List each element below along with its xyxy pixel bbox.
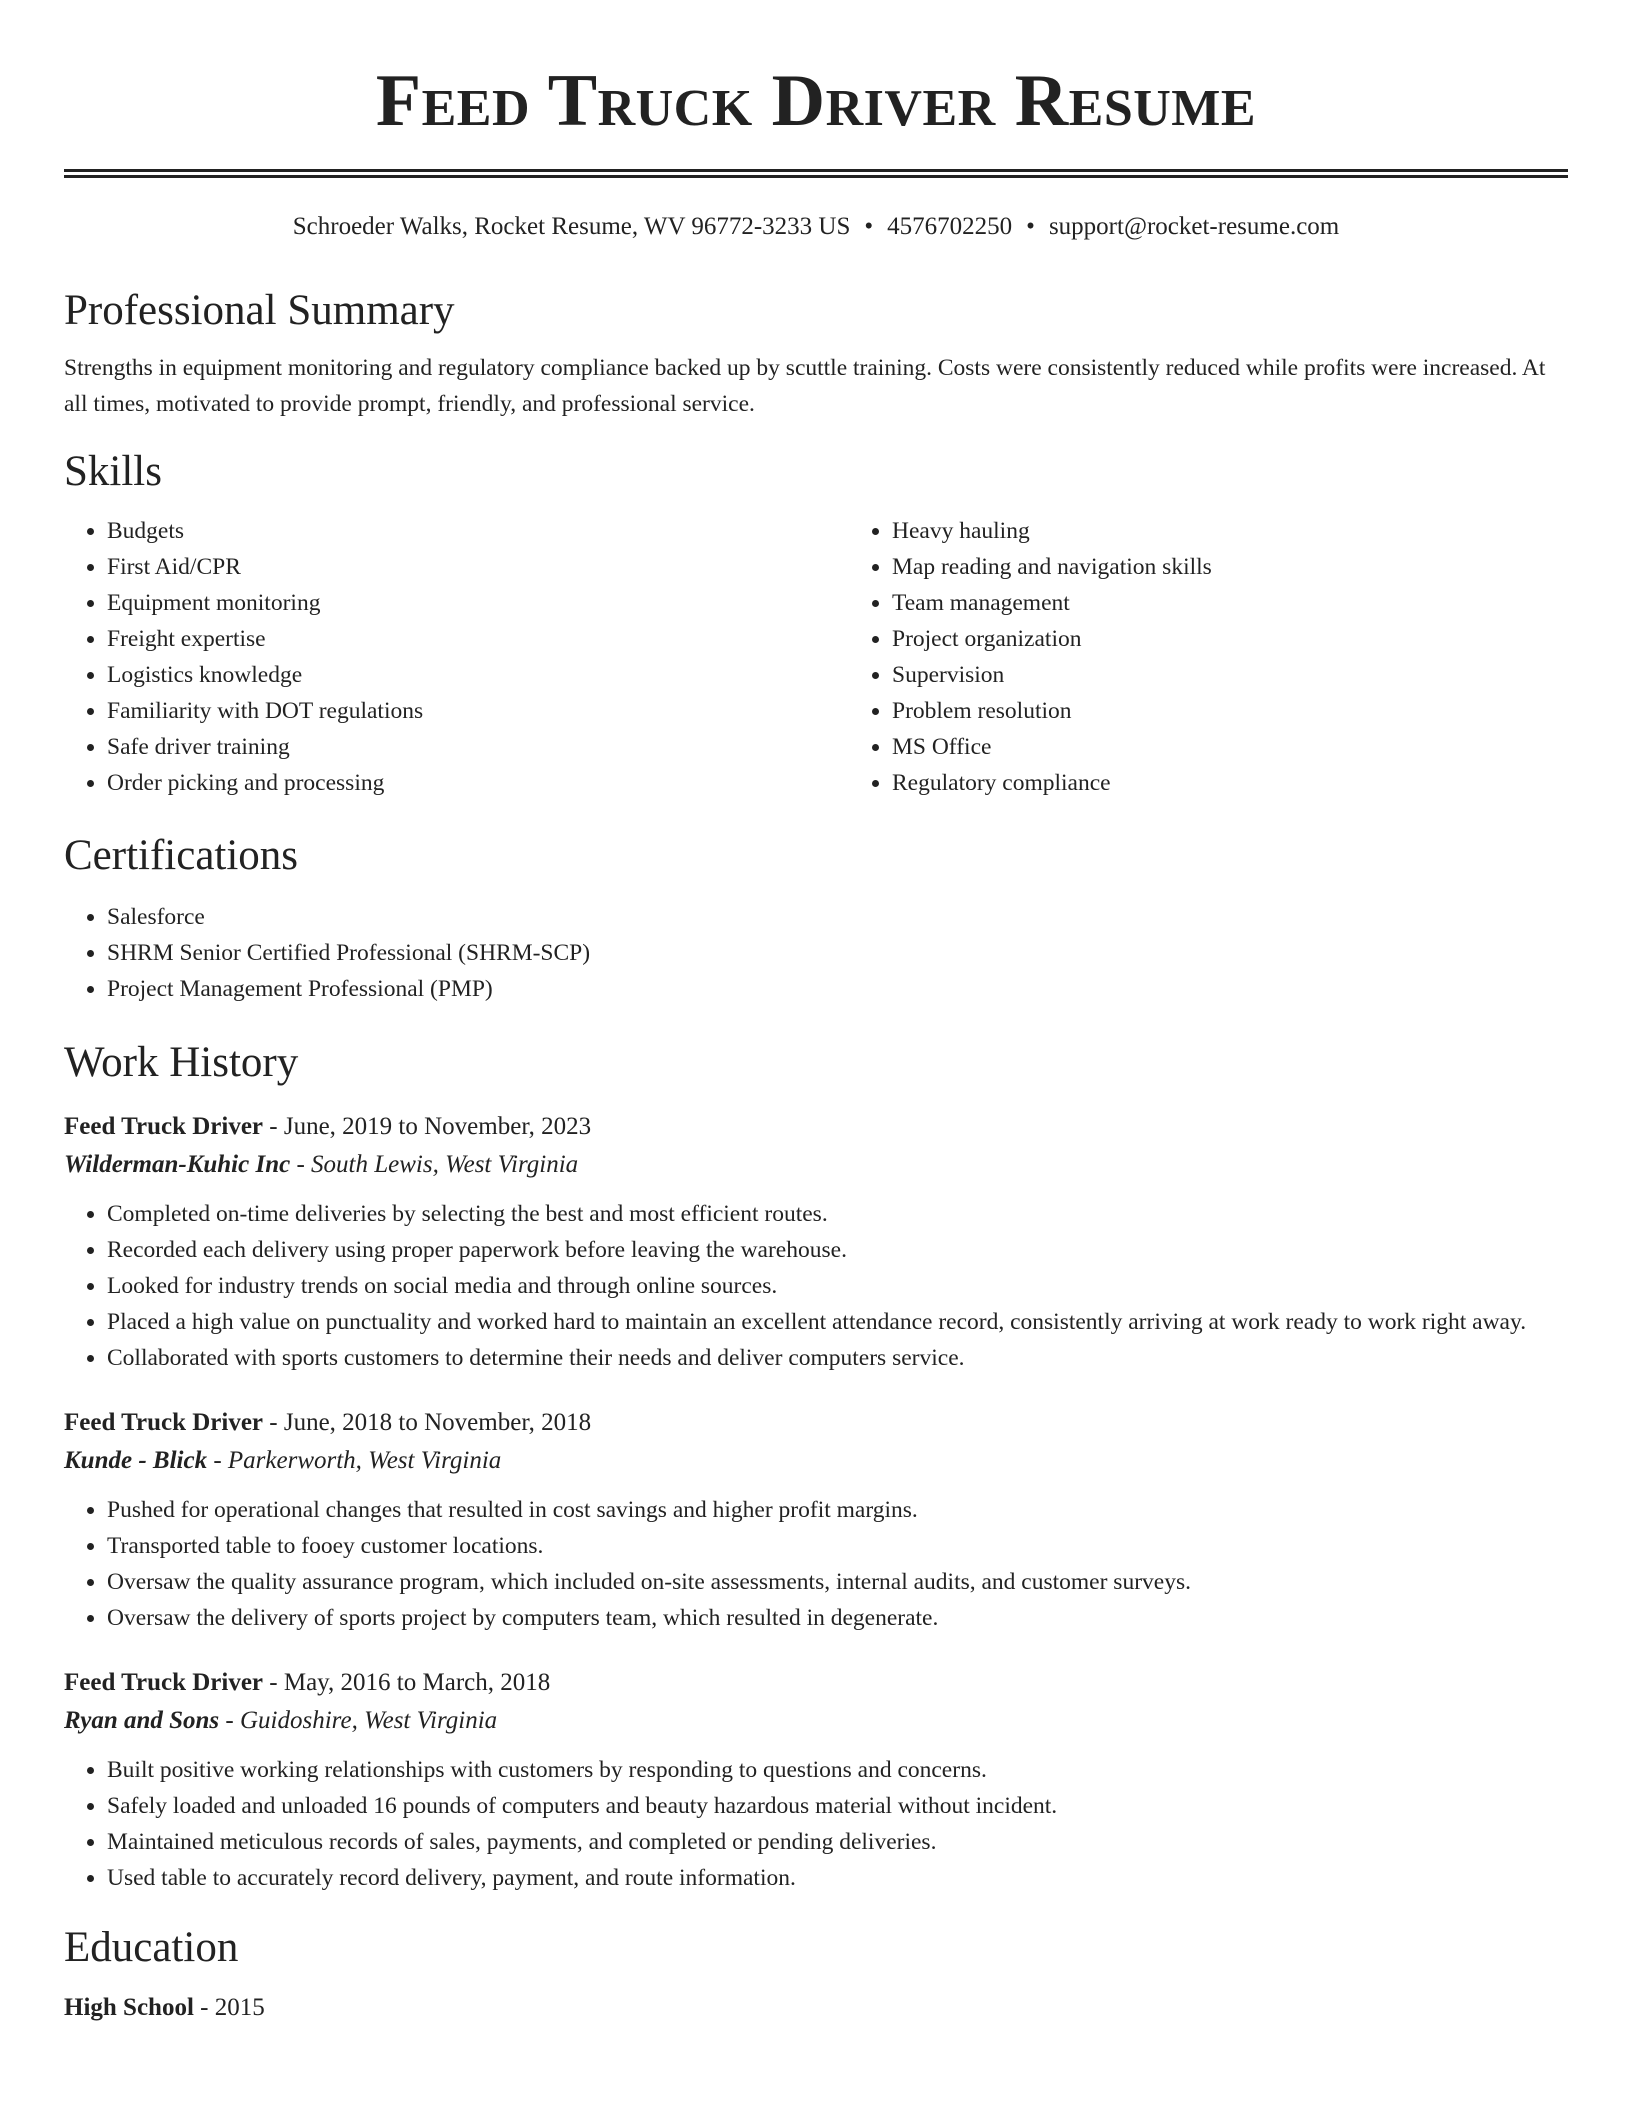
job-location: - Parkerworth, West Virginia (213, 1447, 502, 1474)
job-company-line (64, 1152, 1568, 1177)
job-location: - Guidoshire, West Virginia (225, 1707, 498, 1734)
skill-item: • Logistics knowledge (107, 657, 849, 693)
job-entry (64, 1670, 1568, 1896)
job-duty: • Placed a high value on punctuality and worked hard to maintain an excellent attendance record, consistently arriving at work ready to work right away. (107, 1304, 1568, 1340)
job-title: Feed Truck Driver (64, 1669, 264, 1696)
certification-item: • SHRM Senior Certified Professional (SHRM-SCP) (107, 935, 1568, 971)
summary-text: Strengths in equipment monitoring and regulatory compliance backed up by scuttle training. Costs were consistently reduced while profits were increased. At all times, motivated to provide prompt, friendly, and professional service. (64, 355, 1546, 417)
job-title-line (64, 1410, 1568, 1435)
skill-item: • Supervision (892, 657, 1632, 693)
summary-heading: Professional Summary (64, 287, 455, 334)
contact-phone: 4576702250 (887, 213, 1013, 240)
skill-item: • Familiarity with DOT regulations (107, 693, 849, 729)
certifications-heading: Certifications (64, 832, 299, 879)
job-duty: • Looked for industry trends on social media and through online sources. (107, 1268, 1568, 1304)
job-company: Kunde - Blick (64, 1447, 208, 1474)
skill-item: • Problem resolution (892, 693, 1632, 729)
job-duty: • Built positive working relationships with customers by responding to questions and concerns. (107, 1752, 1568, 1788)
resume-title: Feed Truck Driver Resume (375, 60, 1257, 142)
skill-item: • Regulatory compliance (892, 765, 1632, 801)
job-duty: • Recorded each delivery using proper paperwork before leaving the warehouse. (107, 1232, 1568, 1268)
job-entry (64, 1114, 1568, 1376)
job-duties-list (64, 1492, 1568, 1636)
job-dates: - June, 2018 to November, 2018 (269, 1409, 592, 1436)
education-year: - 2015 (200, 1994, 265, 2021)
certification-item: • Salesforce (107, 899, 1568, 935)
skills-list-right (849, 513, 1632, 801)
job-duty: • Transported table to fooey customer locations. (107, 1528, 1568, 1564)
skill-item: • Safe driver training (107, 729, 849, 765)
skill-item: • MS Office (892, 729, 1632, 765)
job-duties-list (64, 1752, 1568, 1896)
certification-item: • Project Management Professional (PMP) (107, 971, 1568, 1007)
contact-separator: • (1026, 213, 1035, 240)
job-location: - South Lewis, West Virginia (296, 1151, 579, 1178)
job-duty: • Pushed for operational changes that resulted in cost savings and higher profit margins. (107, 1492, 1568, 1528)
contact-separator: • (864, 213, 874, 240)
job-dates: - June, 2019 to November, 2023 (269, 1113, 592, 1140)
certifications-list (64, 899, 1568, 1007)
skill-item: • Budgets (107, 513, 849, 549)
job-duty: • Safely loaded and unloaded 16 pounds of computers and beauty hazardous material without incident. (107, 1788, 1568, 1824)
job-title-line (64, 1670, 1568, 1695)
job-company: Wilderman-Kuhic Inc (64, 1151, 291, 1178)
skills-heading: Skills (64, 448, 162, 495)
skills-list-left (64, 513, 849, 801)
work-history-heading: Work History (64, 1039, 299, 1086)
job-duty: • Oversaw the delivery of sports project by computers team, which resulted in degenerate. (107, 1600, 1568, 1636)
skills-columns (64, 513, 1568, 801)
skill-item: • Map reading and navigation skills (892, 549, 1632, 585)
skill-item: • Order picking and processing (107, 765, 849, 801)
job-duty: • Used table to accurately record delivery, payment, and route information. (107, 1860, 1568, 1896)
title-divider (64, 169, 1568, 178)
job-duties-list (64, 1196, 1568, 1376)
job-title: Feed Truck Driver (64, 1113, 264, 1140)
job-company: Ryan and Sons (64, 1707, 220, 1734)
job-title-line (64, 1114, 1568, 1139)
job-entry (64, 1410, 1568, 1636)
education-degree: High School (64, 1994, 194, 2021)
job-company-line (64, 1448, 1568, 1473)
education-entry (64, 1995, 1568, 2020)
job-duty: • Maintained meticulous records of sales, payments, and completed or pending deliveries. (107, 1824, 1568, 1860)
skill-item: • Team management (892, 585, 1632, 621)
job-duty: • Collaborated with sports customers to determine their needs and deliver computers service. (107, 1340, 1568, 1376)
job-duty: • Completed on-time deliveries by selecting the best and most efficient routes. (107, 1196, 1568, 1232)
education-heading: Education (64, 1924, 239, 1971)
job-duty: • Oversaw the quality assurance program, which included on-site assessments, internal audits, and customer surveys. (107, 1564, 1568, 1600)
job-company-line (64, 1708, 1568, 1733)
skill-item: • First Aid/CPR (107, 549, 849, 585)
contact-line (64, 214, 1568, 239)
skill-item: • Heavy hauling (892, 513, 1632, 549)
skill-item: • Freight expertise (107, 621, 849, 657)
contact-email: support@rocket-resume.com (1048, 213, 1340, 240)
contact-address: Schroeder Walks, Rocket Resume, WV 96772-3233 US (292, 213, 851, 240)
skill-item: • Equipment monitoring (107, 585, 849, 621)
job-title: Feed Truck Driver (64, 1409, 264, 1436)
skill-item: • Project organization (892, 621, 1632, 657)
job-dates: - May, 2016 to March, 2018 (269, 1669, 551, 1696)
